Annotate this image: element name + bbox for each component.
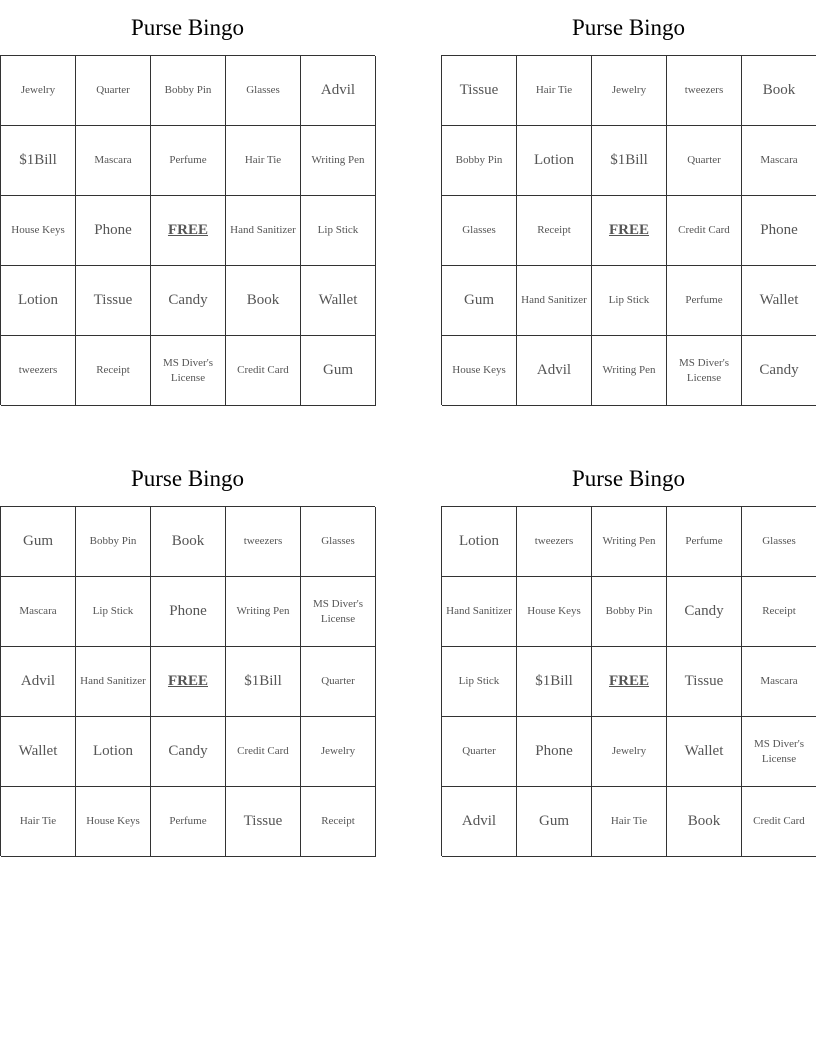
bingo-cell: Gum	[517, 787, 592, 857]
bingo-cell: Credit Card	[742, 787, 816, 857]
bingo-cell: Perfume	[667, 266, 742, 336]
bingo-cell: MS Diver's License	[151, 336, 226, 406]
bingo-cell: $1Bill	[592, 126, 667, 196]
bingo-cell: $1Bill	[1, 126, 76, 196]
bingo-cell: Jewelry	[301, 717, 376, 787]
bingo-cell: Bobby Pin	[76, 507, 151, 577]
bingo-cell: Receipt	[76, 336, 151, 406]
card-title: Purse Bingo	[571, 466, 686, 491]
bingo-cell: Lotion	[442, 507, 517, 577]
free-space-cell: FREE	[592, 647, 667, 717]
bingo-grid	[441, 506, 816, 856]
bingo-cell: Perfume	[667, 507, 742, 577]
bingo-cell: Receipt	[301, 787, 376, 857]
card-title: Purse Bingo	[130, 15, 245, 40]
bingo-cell: Book	[667, 787, 742, 857]
bingo-cell: House Keys	[517, 577, 592, 647]
bingo-cell: Hand Sanitizer	[226, 196, 301, 266]
bingo-card-3	[0, 451, 375, 856]
bingo-cell: Glasses	[742, 507, 816, 577]
bingo-cell: Receipt	[517, 196, 592, 266]
bingo-cell: Hair Tie	[1, 787, 76, 857]
bingo-grid	[0, 55, 375, 405]
free-space-cell: FREE	[151, 647, 226, 717]
bingo-cell: Wallet	[1, 717, 76, 787]
bingo-cell: Lotion	[517, 126, 592, 196]
bingo-cell: Writing Pen	[592, 336, 667, 406]
bingo-cell: Bobby Pin	[442, 126, 517, 196]
bingo-cell: $1Bill	[517, 647, 592, 717]
bingo-cell: Writing Pen	[592, 507, 667, 577]
bingo-cell: Writing Pen	[226, 577, 301, 647]
bingo-cell: Candy	[151, 717, 226, 787]
bingo-cell: Mascara	[742, 126, 816, 196]
bingo-cell: MS Diver's License	[667, 336, 742, 406]
bingo-cell: Phone	[151, 577, 226, 647]
bingo-cell: Hair Tie	[592, 787, 667, 857]
bingo-cell: Perfume	[151, 787, 226, 857]
bingo-cell: Glasses	[226, 56, 301, 126]
bingo-cell: Hair Tie	[517, 56, 592, 126]
bingo-cell: Hand Sanitizer	[517, 266, 592, 336]
bingo-cell: Book	[742, 56, 816, 126]
bingo-cell: tweezers	[517, 507, 592, 577]
bingo-cell: Jewelry	[592, 717, 667, 787]
bingo-cell: Hand Sanitizer	[442, 577, 517, 647]
bingo-cell: Book	[151, 507, 226, 577]
bingo-cell: Quarter	[667, 126, 742, 196]
free-space-cell: FREE	[151, 196, 226, 266]
bingo-cell: Lotion	[1, 266, 76, 336]
bingo-cell: Tissue	[76, 266, 151, 336]
bingo-cell: Jewelry	[1, 56, 76, 126]
bingo-cell: Gum	[1, 507, 76, 577]
bingo-cell: Phone	[76, 196, 151, 266]
bingo-cell: Glasses	[301, 507, 376, 577]
bingo-cell: Glasses	[442, 196, 517, 266]
bingo-cell: $1Bill	[226, 647, 301, 717]
bingo-cell: House Keys	[76, 787, 151, 857]
bingo-cell: Book	[226, 266, 301, 336]
card-title: Purse Bingo	[130, 466, 245, 491]
bingo-cell: Credit Card	[667, 196, 742, 266]
bingo-cell: tweezers	[226, 507, 301, 577]
bingo-cell: House Keys	[442, 336, 517, 406]
bingo-cell: Hair Tie	[226, 126, 301, 196]
bingo-cell: Advil	[517, 336, 592, 406]
bingo-cell: MS Diver's License	[742, 717, 816, 787]
bingo-cell: Gum	[442, 266, 517, 336]
bingo-cell: Bobby Pin	[151, 56, 226, 126]
bingo-cell: Advil	[442, 787, 517, 857]
bingo-cell: Wallet	[301, 266, 376, 336]
bingo-cell: Mascara	[742, 647, 816, 717]
bingo-cell: Hand Sanitizer	[76, 647, 151, 717]
free-space-cell: FREE	[592, 196, 667, 266]
bingo-card-2	[441, 0, 816, 405]
bingo-cell: Lip Stick	[76, 577, 151, 647]
bingo-card-1	[0, 0, 375, 405]
bingo-cell: Lotion	[76, 717, 151, 787]
bingo-cell: Quarter	[301, 647, 376, 717]
card-title: Purse Bingo	[571, 15, 686, 40]
bingo-cell: Phone	[517, 717, 592, 787]
bingo-cell: Candy	[151, 266, 226, 336]
bingo-cell: Tissue	[442, 56, 517, 126]
bingo-cell: House Keys	[1, 196, 76, 266]
bingo-cell: Candy	[742, 336, 816, 406]
bingo-cell: Candy	[667, 577, 742, 647]
bingo-cell: Bobby Pin	[592, 577, 667, 647]
bingo-cell: tweezers	[667, 56, 742, 126]
bingo-cell: Tissue	[667, 647, 742, 717]
bingo-cell: Mascara	[1, 577, 76, 647]
bingo-cell: tweezers	[1, 336, 76, 406]
bingo-cell: Credit Card	[226, 717, 301, 787]
bingo-grid	[441, 55, 816, 405]
bingo-cell: Wallet	[667, 717, 742, 787]
bingo-card-4	[441, 451, 816, 856]
bingo-cell: Advil	[301, 56, 376, 126]
bingo-cell: Lip Stick	[592, 266, 667, 336]
bingo-cell: Jewelry	[592, 56, 667, 126]
bingo-cell: Quarter	[76, 56, 151, 126]
bingo-cell: Advil	[1, 647, 76, 717]
bingo-cell: Tissue	[226, 787, 301, 857]
bingo-cell: Wallet	[742, 266, 816, 336]
bingo-cell: Lip Stick	[442, 647, 517, 717]
bingo-grid	[0, 506, 375, 856]
bingo-cell: Writing Pen	[301, 126, 376, 196]
bingo-cell: Lip Stick	[301, 196, 376, 266]
bingo-cell: Mascara	[76, 126, 151, 196]
bingo-cell: MS Diver's License	[301, 577, 376, 647]
bingo-cell: Perfume	[151, 126, 226, 196]
bingo-cell: Receipt	[742, 577, 816, 647]
bingo-cell: Credit Card	[226, 336, 301, 406]
bingo-cell: Quarter	[442, 717, 517, 787]
bingo-cell: Gum	[301, 336, 376, 406]
bingo-cell: Phone	[742, 196, 816, 266]
